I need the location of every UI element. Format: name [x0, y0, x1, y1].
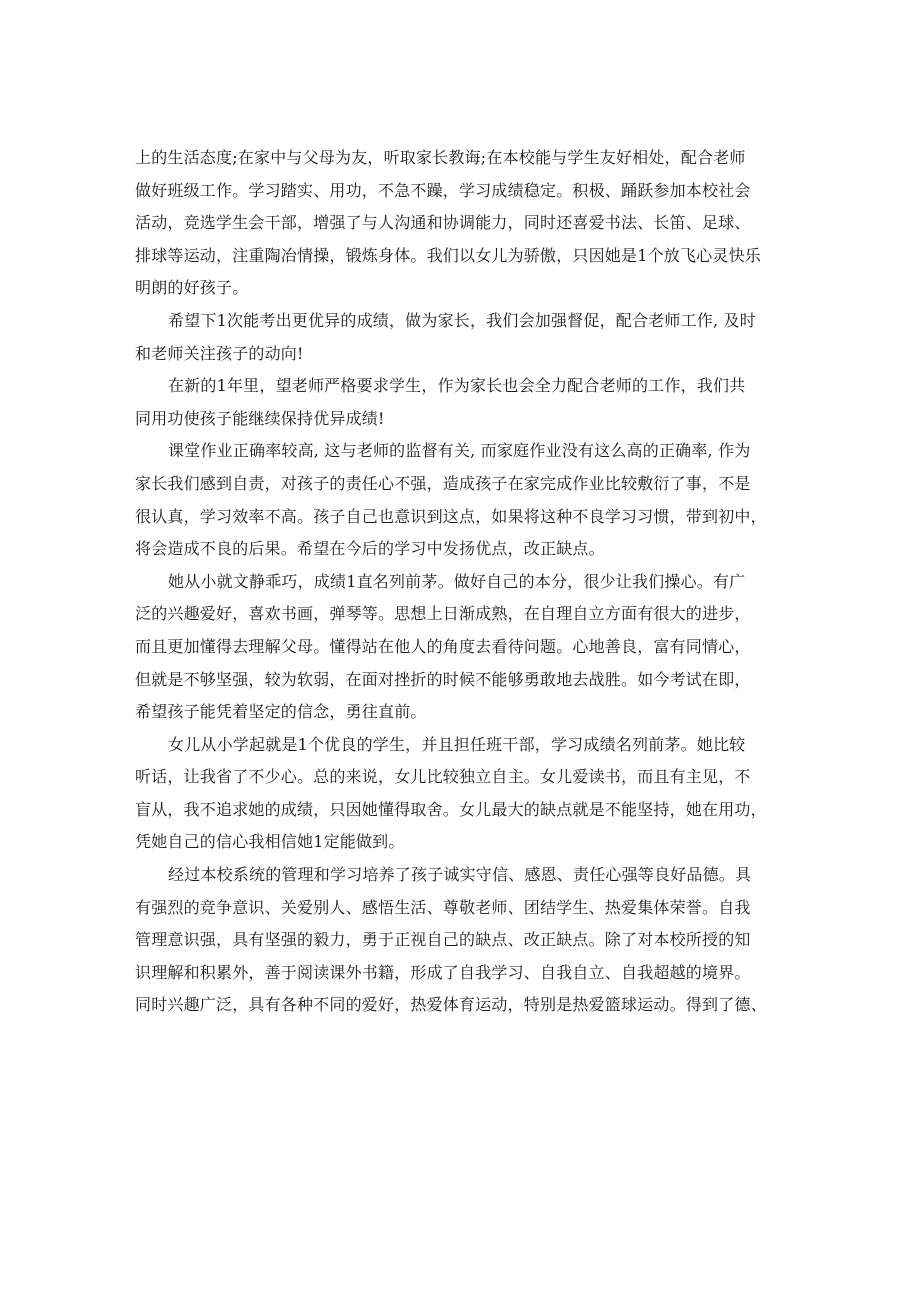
paragraph-2 [135, 305, 795, 370]
text-line: 做好班级工作。学习踏实、用功，不急不躁，学习成绩稳定。积极、踊跃参加本校社会 [135, 180, 751, 200]
text-line: 听话，让我省了不少心。总的来说，女儿比较独立自主。女儿爱读书，而且有主见，不 [135, 767, 751, 787]
text-line: 上的生活态度;在家中与父母为友，听取家长教诲;在本校能与学生友好相处，配合老师 [135, 148, 746, 167]
paragraph-3 [135, 370, 795, 435]
text-line: 而且更加懂得去理解父母。懂得站在他人的角度去看待问题。心地善良，富有同情心， [135, 636, 751, 656]
text-line: 排球等运动，注重陶冶情操，锻炼身体。我们以女儿为骄傲，只因她是1个放飞心灵快乐 [135, 245, 761, 265]
paragraph-7 [135, 859, 795, 1022]
text-line: 明朗的好孩子。 [135, 278, 249, 298]
text-line: 家长我们感到自责，对孩子的责任心不强，造成孩子在家完成作业比较敷衍了事，不是 [135, 473, 751, 493]
text-line: 管理意识强，具有坚强的毅力，勇于正视自己的缺点、改正缺点。除了对本校所授的知 [135, 930, 751, 950]
text-line: 识理解和积累外，善于阅读课外书籍，形成了自我学习、自我自立、自我超越的境界。 [135, 962, 751, 982]
text-line: 盲从，我不追求她的成绩，只因她懂得取舍。女儿最大的缺点就是不能坚持，她在用功， [135, 799, 767, 819]
text-line: 同用功使孩子能继续保持优异成绩! [135, 408, 385, 428]
text-line: 女儿从小学起就是1个优良的学生，并且担任班干部，学习成绩名列前茅。她比较 [168, 734, 746, 754]
text-line: 凭她自己的信心我相信她1定能做到。 [135, 832, 405, 852]
paragraph-4 [135, 435, 795, 565]
paragraph-6 [135, 729, 795, 859]
text-line: 将会造成不良的后果。希望在今后的学习中发扬优点，改正缺点。 [135, 539, 605, 559]
text-line: 很认真，学习效率不高。孩子自己也意识到这点，如果将这种不良学习习惯，带到初中， [135, 506, 767, 526]
text-line: 在新的1年里，望老师严格要求学生，作为家长也会全力配合老师的工作，我们共 [168, 376, 746, 396]
text-line: 同时兴趣广泛，具有各种不同的爱好，热爱体育运动，特别是热爱篮球运动。得到了德、 [135, 995, 767, 1015]
text-line: 和老师关注孩子的动向! [135, 343, 304, 363]
text-line: 活动，竞选学生会干部，增强了与人沟通和协调能力，同时还喜爱书法、长笛、足球、 [135, 213, 751, 233]
text-line: 课堂作业正确率较高, 这与老师的监督有关, 而家庭作业没有这么高的正确率, 作为 [168, 441, 751, 461]
paragraph-5 [135, 566, 795, 729]
paragraph-1 [135, 142, 795, 305]
text-line: 希望孩子能凭着坚定的信念，勇往直前。 [135, 702, 427, 722]
text-line: 有强烈的竞争意识、关爱别人、感悟生活、尊敬老师、团结学生、热爱集体荣誉。自我 [135, 897, 751, 917]
text-line: 希望下1次能考出更优异的成绩，做为家长，我们会加强督促，配合老师工作, 及时 [168, 310, 756, 330]
text-line: 泛的兴趣爱好，喜欢书画，弹琴等。思想上日渐成熟，在自理自立方面有很大的进步， [135, 604, 751, 624]
document-body [135, 142, 795, 1022]
text-line: 经过本校系统的管理和学习培养了孩子诚实守信、感恩、责任心强等良好品德。具 [168, 865, 752, 885]
text-line: 她从小就文静乖巧，成绩1直名列前茅。做好自己的本分，很少让我们操心。有广 [168, 571, 746, 591]
text-line: 但就是不够坚强，较为软弱，在面对挫折的时候不能够勇敢地去战胜。如今考试在即， [135, 669, 751, 689]
